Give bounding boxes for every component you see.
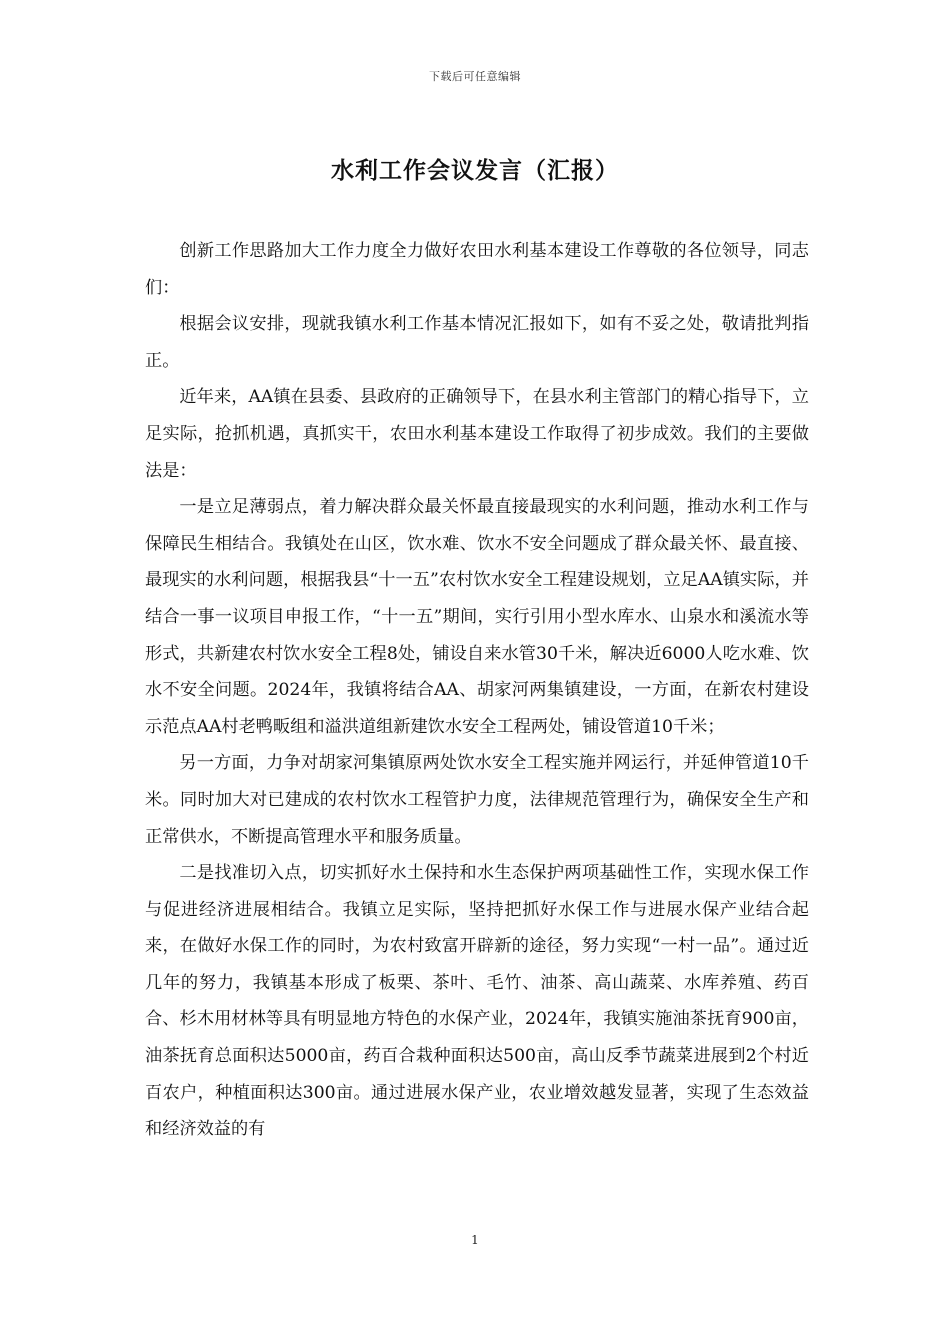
paragraph: 近年来，AA镇在县委、县政府的正确领导下，在县水利主管部门的精心指导下，立足实际，抢抓机遇，真抓实干，农田水利基本建设工作取得了初步成效。我们的主要做法是： (145, 387, 809, 481)
paragraph: 二是找准切入点，切实抓好水土保持和水生态保护两项基础性工作，实现水保工作与促进经济进展相结合。我镇立足实际，坚持把抓好水保工作与进展水保产业结合起来，在做好水保工作的同时，为农村致富开辟新的途径，努力实现“一村一品”。通过近几年的努力，我镇基本形成了板栗、茶叶、毛竹、油茶、高山蔬菜、水库养殖、药百合、杉木用材林等具有明显地方特色的水保产业，2024年，我镇实施油茶抚育900亩，油茶抚育总面积达5000亩，药百合栽种面积达500亩，高山反季节蔬菜进展到2个村近百农户，种植面积达300亩。通过进展水保产业，农业增效越发显著，实现了生态效益和经济效益的有 (145, 863, 809, 1140)
header-note: 下载后可任意编辑 (429, 70, 521, 83)
paragraph: 创新工作思路加大工作力度全力做好农田水利基本建设工作尊敬的各位领导，同志们： (145, 241, 809, 298)
paragraph: 另一方面，力争对胡家河集镇原两处饮水安全工程实施并网运行，并延伸管道10千米。同时加大对已建成的农村饮水工程管护力度，法律规范管理行为，确保安全生产和正常供水，不断提高管理水平和服务质量。 (145, 753, 809, 847)
paragraph: 根据会议安排，现就我镇水利工作基本情况汇报如下，如有不妥之处，敬请批判指正。 (145, 314, 809, 371)
page-number: 1 (471, 1233, 479, 1247)
document-body (145, 233, 809, 1148)
paragraph: 一是立足薄弱点，着力解决群众最关怀最直接最现实的水利问题，推动水利工作与保障民生相结合。我镇处在山区，饮水难、饮水不安全问题成了群众最关怀、最直接、最现实的水利问题，根据我县“十一五”农村饮水安全工程建设规划，立足AA镇实际，并结合一事一议项目申报工作，“十一五”期间，实行引用小型水库水、山泉水和溪流水等形式，共新建农村饮水安全工程8处，铺设自来水管30千米，解决近6000人吃水难、饮水不安全问题。2024年，我镇将结合AA、胡家河两集镇建设，一方面，在新农村建设示范点AA村老鸭畈组和溢洪道组新建饮水安全工程两处，铺设管道10千米； (145, 497, 809, 737)
document-title: 水利工作会议发言（汇报） (331, 158, 619, 184)
